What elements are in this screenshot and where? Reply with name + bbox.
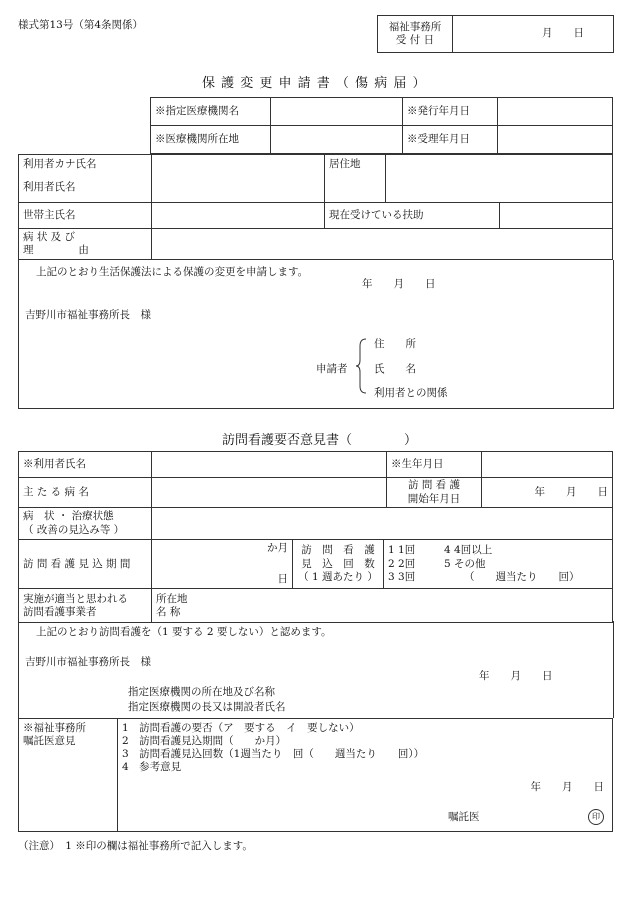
household-head-label: 世帯主氏名 xyxy=(19,203,152,229)
reception-label: 福祉事務所 xyxy=(388,20,442,33)
visits-options[interactable] xyxy=(384,540,613,589)
opinion-item-1: 1 訪問看護の要否（ア 要する イ 要しない） xyxy=(122,722,360,734)
main-disease-field[interactable] xyxy=(152,478,387,508)
addressee-2: 吉野川市福祉事務所長 様 xyxy=(25,656,151,668)
facility-address-field[interactable] xyxy=(271,126,403,154)
applicant-address-label: 住 所 xyxy=(374,338,416,350)
start-date-label-2: 開始年月日 xyxy=(407,492,461,505)
current-aid-field[interactable] xyxy=(499,203,613,229)
opinion-item-2: 2 訪問看護見込期間（ か月） xyxy=(122,735,287,748)
provider-name-label[interactable]: 名 称 xyxy=(156,605,181,618)
applicant-name-label: 氏 名 xyxy=(374,363,416,375)
visits-label-2: 見 込 回 数 xyxy=(301,557,375,570)
reception-date[interactable]: 月 日 xyxy=(453,16,614,53)
applicant-table xyxy=(18,154,613,260)
facility-head-name: 指定医療機関の長又は開設者氏名 xyxy=(128,701,286,713)
opinion-date[interactable]: 年 月 日 xyxy=(530,781,604,793)
addressee: 吉野川市福祉事務所長 様 xyxy=(25,309,151,321)
form-title: 保 護 変 更 申 請 書 （ 傷 病 届 ） xyxy=(202,76,427,91)
applicant-label: 申請者 xyxy=(316,363,348,375)
condition-label-2: （ 改善の見込み等 ） xyxy=(23,523,125,536)
birth-date-label: ※生年月日 xyxy=(387,452,482,478)
visit-option-6[interactable]: （ 週当たり 回） xyxy=(464,570,580,583)
visit-option-4[interactable]: 4 4回以上 xyxy=(444,544,493,557)
application-date[interactable]: 年 月 日 xyxy=(362,278,436,290)
user-kana-label: 利用者カナ氏名 xyxy=(23,158,97,170)
current-aid-label: 現在受けている扶助 xyxy=(325,203,500,229)
seal-icon: 印 xyxy=(588,809,604,825)
main-disease-label: 主 た る 病 名 xyxy=(19,478,152,508)
birth-date-field[interactable] xyxy=(482,452,613,478)
residence-field[interactable] xyxy=(386,155,613,203)
designated-facility-label: ※指定医療機関名 xyxy=(151,98,271,126)
months-unit: か月 xyxy=(267,542,288,554)
opinion-field[interactable] xyxy=(118,719,613,832)
opinion-label: ※福祉事務所 xyxy=(23,722,86,734)
provider-label: 実施が適当と思われる xyxy=(23,592,128,605)
receipt-date-label: ※受理年月日 xyxy=(403,126,498,154)
nursing-opinion-title: 訪問看護要否意見書（ ） xyxy=(222,433,418,448)
doctor-label: 嘱託医 xyxy=(448,811,480,823)
certification-statement: 上記のとおり訪問看護を（1 要する 2 要しない）と認めます。 xyxy=(36,626,332,638)
visits-label-3: （ 1 週あたり ） xyxy=(298,570,378,583)
patient-name-label: ※利用者氏名 xyxy=(19,452,152,478)
opinion-item-4: 4 参考意見 xyxy=(122,761,182,774)
visit-option-1[interactable]: 1 1回 xyxy=(388,544,416,557)
period-label: 訪 問 看 護 見 込 期 間 xyxy=(19,540,152,589)
condition-label: 病 状 ・ 治療状態 xyxy=(23,510,114,523)
facility-address-name: 指定医療機関の所在地及び名称 xyxy=(128,686,275,698)
brace-icon xyxy=(355,338,367,394)
opinion-label-2: 嘱託医意見 xyxy=(23,735,76,748)
user-name-label: 利用者氏名 xyxy=(23,181,76,194)
provider-label-2: 訪問看護事業者 xyxy=(23,605,97,618)
visit-option-2[interactable]: 2 2回 xyxy=(388,557,416,570)
facility-address-label: ※医療機関所在地 xyxy=(151,126,271,154)
condition-reason-field[interactable] xyxy=(152,229,613,260)
opinion-item-3: 3 訪問看護見込回数（1週当たり 回（ 週当たり 回）） xyxy=(122,748,425,761)
nursing-table xyxy=(18,451,613,540)
patient-name-field[interactable] xyxy=(152,452,387,478)
opinion-table xyxy=(18,718,613,832)
reception-label-2: 受 付 日 xyxy=(395,34,435,46)
condition-field[interactable] xyxy=(152,508,613,540)
household-head-field[interactable] xyxy=(152,203,325,229)
residence-label: 居住地 xyxy=(325,155,386,203)
visits-label: 訪 問 看 護 xyxy=(301,544,375,557)
period-field[interactable] xyxy=(152,540,293,589)
condition-reason-label: 病 状 及 び xyxy=(23,230,76,243)
provider-address-label[interactable]: 所在地 xyxy=(156,592,188,605)
applicant-relation-label: 利用者との関係 xyxy=(374,387,448,399)
issue-date-field[interactable] xyxy=(498,98,613,126)
visit-option-5[interactable]: 5 その他 xyxy=(444,557,486,570)
application-statement: 上記のとおり生活保護法による保護の変更を申請します。 xyxy=(36,266,309,278)
certification-date[interactable]: 年 月 日 xyxy=(479,670,553,682)
form-number: 様式第13号（第4条関係） xyxy=(18,19,144,31)
receipt-date-field[interactable] xyxy=(498,126,613,154)
application-statement-box xyxy=(18,260,614,409)
user-name-field[interactable] xyxy=(152,155,325,203)
start-date-field[interactable]: 年 月 日 xyxy=(482,478,613,508)
visit-option-3[interactable]: 3 3回 xyxy=(388,570,416,583)
issue-date-label: ※発行年月日 xyxy=(403,98,498,126)
designated-facility-field[interactable] xyxy=(271,98,403,126)
days-unit: 日 xyxy=(277,573,288,586)
nursing-period-table xyxy=(18,539,613,623)
note: （注意） 1 ※印の欄は福祉事務所で記入します。 xyxy=(18,840,253,852)
facility-table xyxy=(150,97,613,154)
condition-reason-label-2: 理 由 xyxy=(23,244,89,256)
reception-box xyxy=(377,15,614,53)
start-date-label: 訪 問 看 護 xyxy=(407,479,460,492)
